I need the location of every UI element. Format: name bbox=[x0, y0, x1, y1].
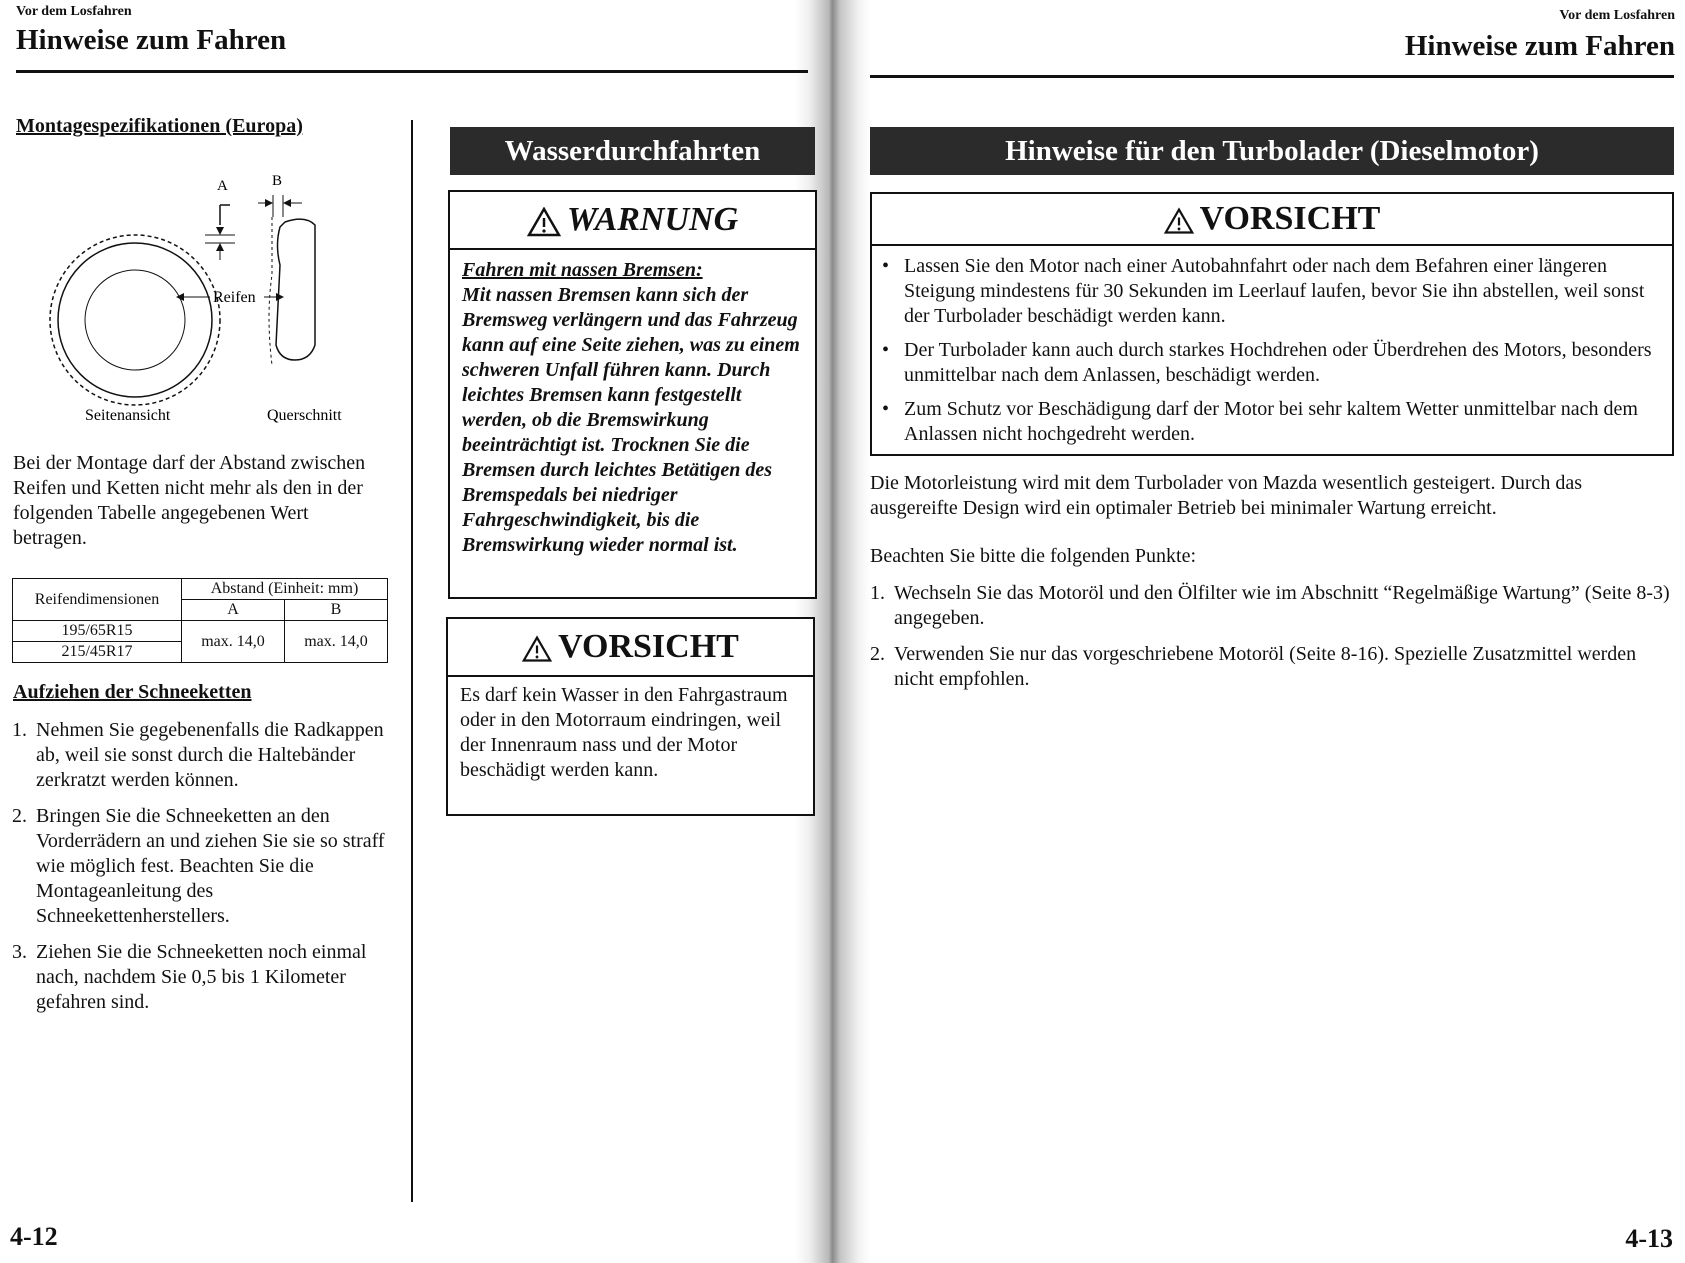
table-value-b: max. 14,0 bbox=[285, 621, 388, 663]
step-number: 3. bbox=[12, 941, 27, 963]
chains-heading: Aufziehen der Schneeketten bbox=[13, 681, 252, 703]
mount-spec-heading: Montagespezifikationen (Europa) bbox=[16, 115, 303, 137]
list-item bbox=[872, 338, 1652, 388]
bullet-icon: • bbox=[882, 339, 890, 361]
label-reifen: Reifen bbox=[213, 289, 256, 306]
table-value-a: max. 14,0 bbox=[182, 621, 285, 663]
table-row-dim-1: 195/65R15 bbox=[13, 621, 182, 642]
page-number: 4-13 bbox=[1625, 1224, 1673, 1253]
mount-text: Bei der Montage darf der Abstand zwischen Reifen und Ketten nicht mehr als den in der folgenden Tabelle angegebenen Wert betragen. bbox=[13, 452, 366, 549]
water-crossing-bar: Wasserdurchfahrten bbox=[450, 127, 815, 175]
caution-header bbox=[448, 619, 813, 677]
warning-title: WARNUNG bbox=[566, 201, 739, 238]
warning-triangle-icon bbox=[527, 207, 561, 237]
chains-steps-list bbox=[12, 718, 392, 1026]
list-item bbox=[12, 718, 392, 793]
turbo-intro-text: Die Motorleistung wird mit dem Turbolader von Mazda wesentlich gesteigert. Durch das ausgereifte Design wird ein optimaler Betrieb bei minimaler Wartung erreicht. bbox=[870, 472, 1583, 519]
table-header-b: B bbox=[285, 600, 388, 621]
column-divider bbox=[411, 120, 413, 1202]
warning-header bbox=[450, 192, 815, 250]
step-text: Bringen Sie die Schneeketten an den Vorderrädern an und ziehen Sie sie so straff wie möglich fest. Beachten Sie die Montageanleitung des Schneekettenherstellers. bbox=[36, 805, 385, 927]
caution-box bbox=[446, 617, 815, 816]
bullet-icon: • bbox=[882, 255, 890, 277]
step-number: 2. bbox=[12, 805, 27, 827]
table-header-dimension: Reifendimensionen bbox=[13, 579, 182, 621]
table-header-gap: Abstand (Einheit: mm) bbox=[182, 579, 388, 600]
caution-item-text: Zum Schutz vor Beschädigung darf der Motor bei sehr kaltem Wetter unmittelbar nach dem Anlassen nicht hochgedreht werden. bbox=[904, 398, 1638, 445]
step-text: Nehmen Sie gegebenenfalls die Radkappen ab, weil sie sonst durch die Haltebänder zerkratzt werden können. bbox=[36, 719, 384, 791]
caution-item-text: Lassen Sie den Motor nach einer Autobahnfahrt oder nach dem Befahren einer längeren Steigung mindestens für 30 Sekunden im Leerlauf laufen, bevor Sie ihn abstellen, weil sonst der Turbolader beschädigt werden kann. bbox=[904, 255, 1645, 327]
caution-items-list bbox=[872, 246, 1672, 447]
page-title: Hinweise zum Fahren bbox=[16, 24, 287, 56]
caution-title: VORSICHT bbox=[558, 628, 739, 665]
spec-table bbox=[12, 578, 388, 663]
section-label: Vor dem Losfahren bbox=[16, 4, 132, 19]
points-lead: Beachten Sie bitte die folgenden Punkte: bbox=[870, 545, 1197, 567]
table-row-dim-2: 215/45R17 bbox=[13, 642, 182, 663]
list-item bbox=[872, 254, 1652, 329]
page-number: 4-12 bbox=[10, 1222, 58, 1251]
caption-side-view: Seitenansicht bbox=[85, 407, 171, 424]
list-item bbox=[872, 397, 1652, 447]
label-b: B bbox=[272, 173, 283, 189]
point-number: 1. bbox=[870, 582, 885, 604]
warning-lead: Fahren mit nassen Bremsen: bbox=[462, 259, 703, 281]
warning-body bbox=[450, 250, 815, 566]
caution-item-text: Der Turbolader kann auch durch starkes Hochdrehen oder Überdrehen des Motors, besonders unmittelbar nach dem Anlassen, beschädigt werden. bbox=[904, 339, 1652, 386]
right-page bbox=[835, 0, 1685, 1263]
turbo-bar: Hinweise für den Turbolader (Dieselmotor) bbox=[870, 127, 1674, 175]
warning-box bbox=[448, 190, 817, 599]
caption-cross-section: Querschnitt bbox=[267, 407, 342, 424]
point-text: Verwenden Sie nur das vorgeschriebene Motoröl (Seite 8-16). Spezielle Zusatzmittel werden nicht empfohlen. bbox=[894, 643, 1637, 690]
point-number: 2. bbox=[870, 643, 885, 665]
page-title: Hinweise zum Fahren bbox=[1404, 30, 1675, 62]
points-list bbox=[870, 581, 1670, 703]
caution-title: VORSICHT bbox=[1199, 200, 1381, 237]
list-item bbox=[870, 581, 1670, 631]
warning-text: Mit nassen Bremsen kann sich der Bremsweg verlängern und das Fahrzeug kann auf eine Seite ziehen, was zu einem schweren Unfall führen kann. Durch leichtes Bremsen kann festgestellt werden, ob die Bremswirkung beeinträchtigt ist. Trocknen Sie die Bremsen durch leichtes Betätigen des Bremspedals bei niedriger Fahrgeschwindigkeit, bis die Bremswirkung wieder normal ist. bbox=[462, 284, 800, 556]
section-label: Vor dem Losfahren bbox=[1559, 8, 1675, 23]
caution-text: Es darf kein Wasser in den Fahrgastraum oder in den Motorraum eindringen, weil der Innenraum nass und der Motor beschädigt werden kann. bbox=[460, 684, 788, 781]
caution-header bbox=[872, 194, 1672, 246]
header-rule bbox=[16, 70, 808, 73]
warning-triangle-icon bbox=[522, 635, 552, 663]
warning-triangle-icon bbox=[1164, 207, 1194, 235]
tire-chain-diagram bbox=[40, 165, 370, 430]
left-page bbox=[0, 0, 835, 1263]
point-text: Wechseln Sie das Motoröl und den Ölfilter wie im Abschnitt “Regelmäßige Wartung” (Seite 8-3) angegeben. bbox=[894, 582, 1670, 629]
list-item bbox=[12, 940, 392, 1015]
turbo-caution-box bbox=[870, 192, 1674, 456]
list-item bbox=[12, 804, 392, 929]
step-text: Ziehen Sie die Schneeketten noch einmal nach, nachdem Sie 0,5 bis 1 Kilometer gefahren sind. bbox=[36, 941, 367, 1013]
table-header-a: A bbox=[182, 600, 285, 621]
label-a: A bbox=[217, 178, 228, 194]
bullet-icon: • bbox=[882, 398, 890, 420]
list-item bbox=[870, 642, 1670, 692]
step-number: 1. bbox=[12, 719, 27, 741]
header-rule bbox=[870, 75, 1674, 78]
